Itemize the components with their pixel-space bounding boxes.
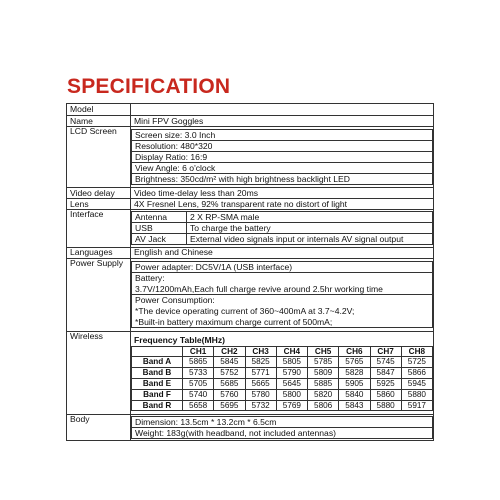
battery-line: 3.7V/1200mAh,Each full charge revive around 2.5hr working time bbox=[135, 283, 383, 294]
frequency-cell: 5809 bbox=[308, 368, 339, 379]
frequency-cell: 5740 bbox=[183, 389, 214, 400]
frequency-cell: 5800 bbox=[276, 389, 307, 400]
body-table bbox=[131, 416, 433, 439]
channel-header: CH5 bbox=[308, 346, 339, 357]
row-interface bbox=[67, 210, 434, 248]
frequency-cell: 5771 bbox=[245, 368, 276, 379]
channel-header: CH3 bbox=[245, 346, 276, 357]
body-weight: Weight: 183g(with headband, not included antennas) bbox=[132, 428, 433, 439]
frequency-cell: 5665 bbox=[245, 378, 276, 389]
frequency-cell: 5790 bbox=[276, 368, 307, 379]
label-body: Body bbox=[67, 415, 131, 441]
frequency-cell: 5945 bbox=[401, 378, 432, 389]
interface-value: 2 X RP-SMA male bbox=[187, 212, 433, 223]
label-languages: Languages bbox=[67, 247, 131, 258]
consumption-line: Power Consumption: bbox=[135, 295, 215, 306]
consumption-line: *Built-in battery maximum charge current of 500mA; bbox=[135, 316, 333, 327]
frequency-cell: 5880 bbox=[401, 389, 432, 400]
interface-table bbox=[131, 211, 433, 245]
battery-line: Battery: bbox=[135, 273, 165, 284]
label-wireless: Wireless bbox=[67, 331, 131, 415]
frequency-cell: 5732 bbox=[245, 400, 276, 411]
lcd-lines bbox=[131, 129, 433, 185]
value-name: Mini FPV Goggles bbox=[131, 116, 434, 127]
band-row bbox=[132, 357, 433, 368]
band-name: Band R bbox=[132, 400, 183, 411]
channel-header: CH1 bbox=[183, 346, 214, 357]
frequency-cell: 5806 bbox=[308, 400, 339, 411]
frequency-cell: 5847 bbox=[370, 368, 401, 379]
power-battery bbox=[132, 273, 433, 295]
page-title: SPECIFICATION bbox=[67, 75, 231, 98]
value-interface bbox=[131, 210, 434, 248]
power-adapter: Power adapter: DC5V/1A (USB interface) bbox=[132, 262, 433, 273]
value-languages: English and Chinese bbox=[131, 247, 434, 258]
row-lcd bbox=[67, 127, 434, 188]
row-video-delay bbox=[67, 188, 434, 199]
value-video-delay: Video time-delay less than 20ms bbox=[131, 188, 434, 199]
channel-header: CH6 bbox=[339, 346, 370, 357]
frequency-cell: 5685 bbox=[214, 378, 245, 389]
row-model bbox=[67, 104, 434, 116]
label-lcd: LCD Screen bbox=[67, 127, 131, 188]
lcd-line: Screen size: 3.0 Inch bbox=[132, 130, 433, 141]
lcd-line: Resolution: 480*320 bbox=[132, 141, 433, 152]
frequency-cell: 5825 bbox=[245, 357, 276, 368]
band-row bbox=[132, 389, 433, 400]
row-power bbox=[67, 258, 434, 331]
frequency-cell: 5860 bbox=[370, 389, 401, 400]
frequency-cell: 5780 bbox=[245, 389, 276, 400]
value-model bbox=[131, 104, 434, 116]
interface-key: AV Jack bbox=[132, 234, 187, 245]
frequency-cell: 5769 bbox=[276, 400, 307, 411]
power-consumption bbox=[132, 295, 433, 328]
value-wireless bbox=[131, 331, 434, 415]
interface-key: Antenna bbox=[132, 212, 187, 223]
row-lens bbox=[67, 199, 434, 210]
band-name: Band B bbox=[132, 368, 183, 379]
row-wireless bbox=[67, 331, 434, 415]
frequency-cell: 5840 bbox=[339, 389, 370, 400]
frequency-cell: 5820 bbox=[308, 389, 339, 400]
frequency-cell: 5658 bbox=[183, 400, 214, 411]
frequency-cell: 5645 bbox=[276, 378, 307, 389]
frequency-cell: 5828 bbox=[339, 368, 370, 379]
frequency-cell: 5805 bbox=[276, 357, 307, 368]
frequency-cell: 5866 bbox=[401, 368, 432, 379]
frequency-cell: 5760 bbox=[214, 389, 245, 400]
frequency-cell: 5925 bbox=[370, 378, 401, 389]
frequency-cell: 5765 bbox=[339, 357, 370, 368]
value-lcd bbox=[131, 127, 434, 188]
frequency-cell: 5885 bbox=[308, 378, 339, 389]
frequency-cell: 5843 bbox=[339, 400, 370, 411]
band-name: Band A bbox=[132, 357, 183, 368]
spec-table-container bbox=[66, 103, 434, 441]
frequency-table-title: Frequency Table(MHz) bbox=[134, 334, 226, 345]
channel-header: CH4 bbox=[276, 346, 307, 357]
label-interface: Interface bbox=[67, 210, 131, 248]
frequency-table bbox=[131, 346, 433, 412]
value-power bbox=[131, 258, 434, 331]
body-dimension: Dimension: 13.5cm * 13.2cm * 6.5cm bbox=[132, 417, 433, 428]
frequency-cell: 5845 bbox=[214, 357, 245, 368]
row-languages bbox=[67, 247, 434, 258]
frequency-cell: 5695 bbox=[214, 400, 245, 411]
band-row bbox=[132, 400, 433, 411]
value-body bbox=[131, 415, 434, 441]
frequency-cell: 5865 bbox=[183, 357, 214, 368]
consumption-line: *The device operating current of 360~400mA at 3.7~4.2V; bbox=[135, 306, 355, 317]
frequency-cell: 5917 bbox=[401, 400, 432, 411]
corner-cell bbox=[132, 346, 183, 357]
frequency-cell: 5733 bbox=[183, 368, 214, 379]
power-table bbox=[131, 261, 433, 328]
channel-header: CH8 bbox=[401, 346, 432, 357]
label-video-delay: Video delay bbox=[67, 188, 131, 199]
band-row bbox=[132, 368, 433, 379]
frequency-header-row bbox=[132, 346, 433, 357]
row-body bbox=[67, 415, 434, 441]
lcd-line: Display Ratio: 16:9 bbox=[132, 152, 433, 163]
frequency-cell: 5785 bbox=[308, 357, 339, 368]
interface-value: To charge the battery bbox=[187, 223, 433, 234]
frequency-cell: 5745 bbox=[370, 357, 401, 368]
label-lens: Lens bbox=[67, 199, 131, 210]
channel-header: CH2 bbox=[214, 346, 245, 357]
band-name: Band F bbox=[132, 389, 183, 400]
frequency-cell: 5752 bbox=[214, 368, 245, 379]
lcd-line: View Angle: 6 o'clock bbox=[132, 163, 433, 174]
label-model: Model bbox=[67, 104, 131, 116]
value-lens: 4X Fresnel Lens, 92% transparent rate no distort of light bbox=[131, 199, 434, 210]
spec-table bbox=[66, 103, 434, 441]
frequency-cell: 5880 bbox=[370, 400, 401, 411]
label-name: Name bbox=[67, 116, 131, 127]
channel-header: CH7 bbox=[370, 346, 401, 357]
band-row bbox=[132, 378, 433, 389]
interface-value: External video signals input or internals AV signal output bbox=[187, 234, 433, 245]
label-power: Power Supply bbox=[67, 258, 131, 331]
frequency-cell: 5705 bbox=[183, 378, 214, 389]
interface-key: USB bbox=[132, 223, 187, 234]
frequency-cell: 5725 bbox=[401, 357, 432, 368]
band-name: Band E bbox=[132, 378, 183, 389]
row-name bbox=[67, 116, 434, 127]
lcd-line: Brightness: 350cd/m² with high brightness backlight LED bbox=[132, 174, 433, 185]
frequency-cell: 5905 bbox=[339, 378, 370, 389]
